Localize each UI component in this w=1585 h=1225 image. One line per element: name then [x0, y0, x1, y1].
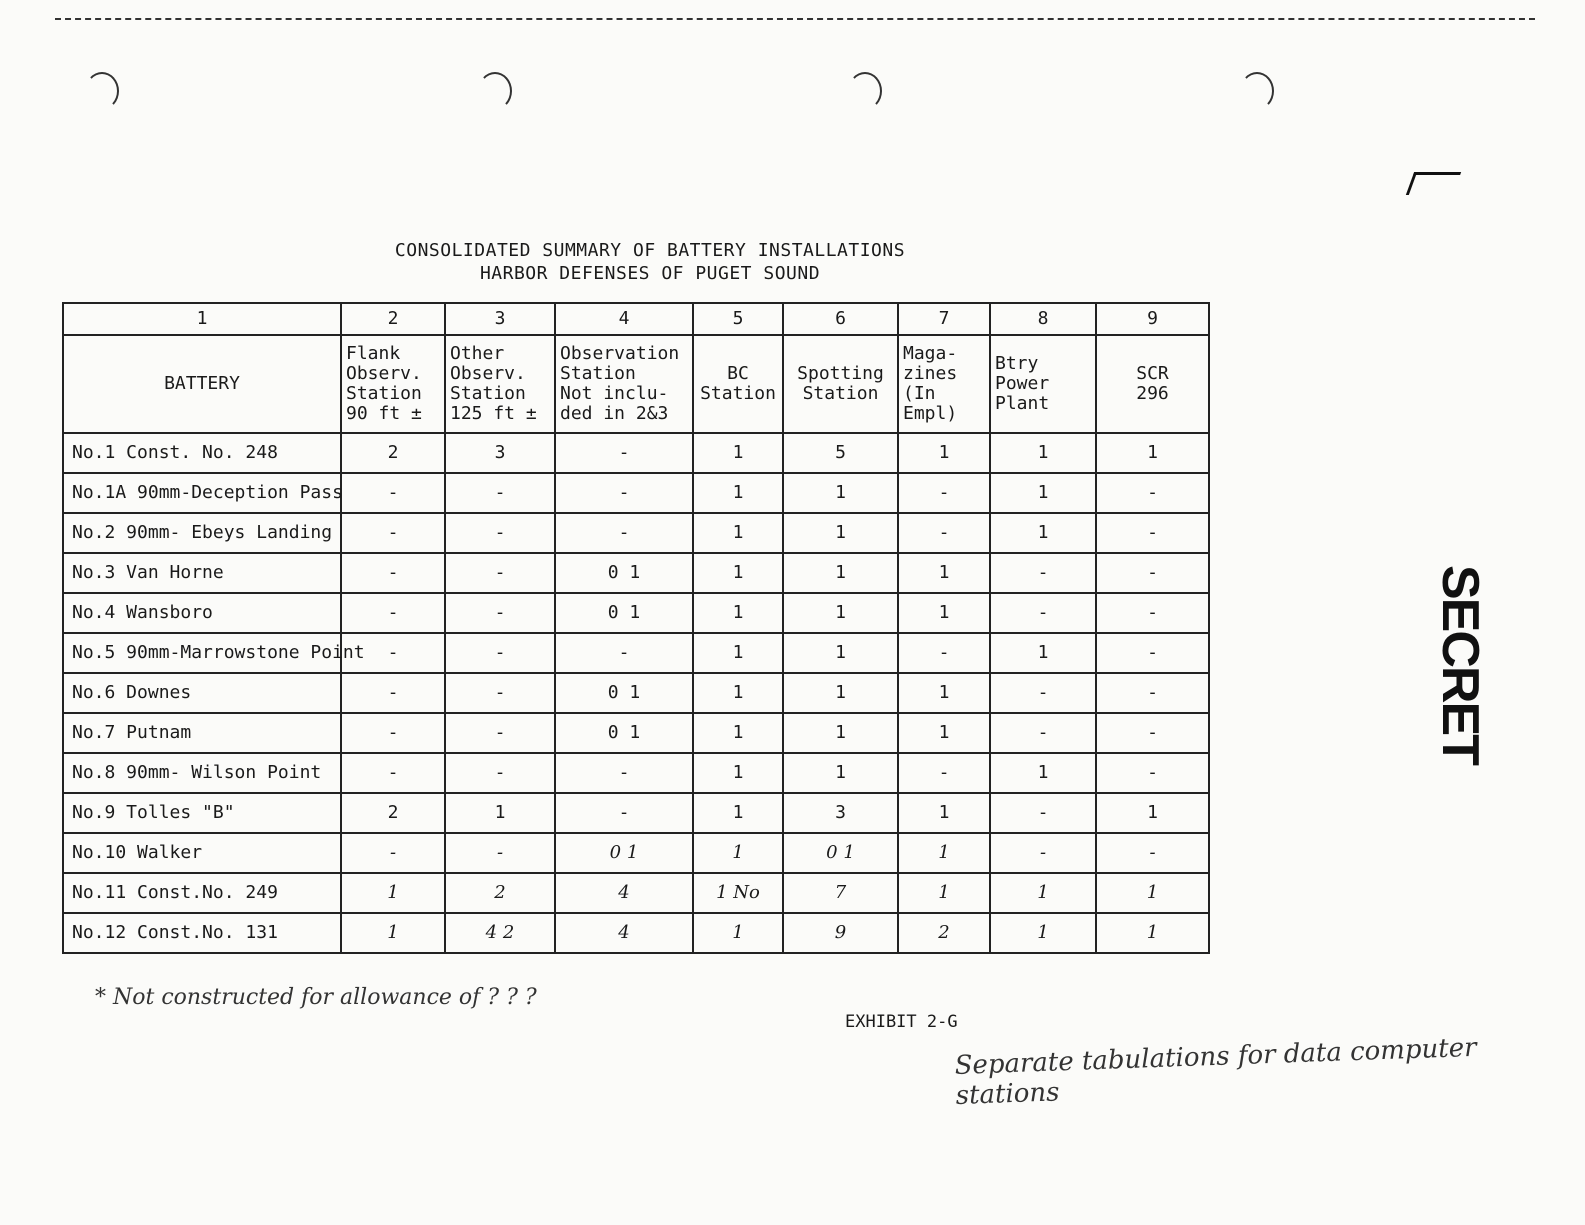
handwritten-footnote: * Not constructed for allowance of ? ? ?	[95, 985, 537, 1010]
count-cell: 1	[445, 793, 555, 833]
battery-name-cell: No.11 Const.No. 249	[63, 873, 341, 913]
count-cell: -	[341, 473, 445, 513]
count-cell: 1	[693, 833, 783, 873]
table-row	[63, 753, 1209, 793]
count-cell: -	[341, 833, 445, 873]
handwritten-note: Separate tabulations for data computer stations	[954, 1032, 1478, 1111]
count-cell: 4 2	[445, 913, 555, 953]
battery-installations-table	[62, 302, 1210, 954]
count-cell: 1	[693, 673, 783, 713]
column-header-spotting: Spotting Station	[797, 363, 884, 404]
count-cell: 1	[341, 913, 445, 953]
count-cell: 1	[341, 873, 445, 913]
column-number: 1	[63, 303, 341, 335]
table-row	[63, 433, 1209, 473]
count-cell: -	[341, 633, 445, 673]
count-cell: 1	[783, 553, 898, 593]
count-cell: -	[445, 833, 555, 873]
count-cell: -	[445, 633, 555, 673]
count-cell: 1	[783, 713, 898, 753]
column-number: 3	[445, 303, 555, 335]
count-cell: 3	[445, 433, 555, 473]
count-cell: -	[990, 793, 1096, 833]
column-header-bc: BC Station	[700, 363, 776, 404]
count-cell: -	[555, 513, 693, 553]
count-cell: -	[990, 713, 1096, 753]
table-row	[63, 793, 1209, 833]
binder-hole	[478, 72, 512, 110]
count-cell: -	[555, 753, 693, 793]
column-number: 9	[1096, 303, 1209, 335]
document-subtitle: HARBOR DEFENSES OF PUGET SOUND	[479, 263, 821, 284]
count-cell: 1	[693, 793, 783, 833]
column-header-row	[63, 335, 1209, 433]
battery-name-cell: No.9 Tolles "B"	[63, 793, 341, 833]
binder-hole	[848, 72, 882, 110]
table-row	[63, 913, 1209, 953]
count-cell: -	[341, 753, 445, 793]
battery-name-cell: No.12 Const.No. 131	[63, 913, 341, 953]
table-row	[63, 593, 1209, 633]
count-cell: 1	[693, 593, 783, 633]
count-cell: -	[341, 713, 445, 753]
count-cell: -	[341, 593, 445, 633]
exhibit-label: EXHIBIT 2-G	[845, 1012, 958, 1032]
count-cell: 2	[341, 793, 445, 833]
count-cell: -	[990, 593, 1096, 633]
count-cell: 1	[1096, 433, 1209, 473]
count-cell: 1	[898, 433, 990, 473]
count-cell: 1	[990, 753, 1096, 793]
binder-hole	[85, 72, 119, 110]
column-header-scr: SCR 296	[1136, 363, 1169, 404]
count-cell: 1	[1096, 793, 1209, 833]
count-cell: -	[445, 513, 555, 553]
binder-hole	[1240, 72, 1274, 110]
count-cell: 1	[898, 593, 990, 633]
count-cell: 0 1	[783, 833, 898, 873]
count-cell: -	[1096, 833, 1209, 873]
count-cell: -	[341, 513, 445, 553]
battery-name-cell: No.7 Putnam	[63, 713, 341, 753]
table-row	[63, 713, 1209, 753]
column-header-battery: BATTERY	[164, 373, 240, 394]
column-header-magazines: Maga- zines (In Empl)	[903, 343, 958, 424]
count-cell: 1	[693, 713, 783, 753]
secret-stamp: SECRET	[1431, 565, 1489, 764]
count-cell: 1	[783, 593, 898, 633]
count-cell: -	[445, 553, 555, 593]
count-cell: -	[445, 753, 555, 793]
table-row	[63, 633, 1209, 673]
battery-name-cell: No.3 Van Horne	[63, 553, 341, 593]
count-cell: -	[990, 833, 1096, 873]
count-cell: 1	[898, 833, 990, 873]
battery-name-cell: No.10 Walker	[63, 833, 341, 873]
count-cell: 1	[898, 673, 990, 713]
count-cell: 0 1	[555, 673, 693, 713]
count-cell: 3	[783, 793, 898, 833]
count-cell: 1	[990, 433, 1096, 473]
column-number: 2	[341, 303, 445, 335]
count-cell: 0 1	[555, 713, 693, 753]
count-cell: 7	[783, 873, 898, 913]
count-cell: 1	[693, 913, 783, 953]
count-cell: 1	[693, 513, 783, 553]
column-number: 8	[990, 303, 1096, 335]
table-row	[63, 473, 1209, 513]
count-cell: 5	[783, 433, 898, 473]
count-cell: -	[341, 673, 445, 713]
count-cell: -	[341, 553, 445, 593]
column-number: 5	[693, 303, 783, 335]
count-cell: -	[898, 753, 990, 793]
battery-name-cell: No.8 90mm- Wilson Point	[63, 753, 341, 793]
count-cell: 1	[693, 633, 783, 673]
count-cell: -	[445, 593, 555, 633]
count-cell: 1	[990, 513, 1096, 553]
document-title: CONSOLIDATED SUMMARY OF BATTERY INSTALLATIONS	[394, 240, 906, 261]
count-cell: 2	[445, 873, 555, 913]
column-number: 7	[898, 303, 990, 335]
count-cell: 1	[783, 633, 898, 673]
column-header-other: Other Observ. Station 125 ft ±	[450, 343, 537, 424]
count-cell: -	[1096, 633, 1209, 673]
count-cell: 0 1	[555, 833, 693, 873]
count-cell: 9	[783, 913, 898, 953]
count-cell: 1	[693, 473, 783, 513]
count-cell: -	[990, 673, 1096, 713]
table-row	[63, 833, 1209, 873]
count-cell: 1	[693, 433, 783, 473]
count-cell: -	[555, 793, 693, 833]
count-cell: -	[1096, 713, 1209, 753]
count-cell: -	[1096, 473, 1209, 513]
battery-name-cell: No.5 90mm-Marrowstone Point	[63, 633, 341, 673]
count-cell: -	[898, 633, 990, 673]
battery-name-cell: No.4 Wansboro	[63, 593, 341, 633]
pen-mark	[1406, 172, 1461, 195]
count-cell: 1	[1096, 873, 1209, 913]
count-cell: 0 1	[555, 553, 693, 593]
count-cell: -	[555, 633, 693, 673]
count-cell: 2	[341, 433, 445, 473]
count-cell: -	[1096, 513, 1209, 553]
battery-name-cell: No.1 Const. No. 248	[63, 433, 341, 473]
count-cell: 1	[693, 553, 783, 593]
count-cell: -	[445, 673, 555, 713]
count-cell: -	[1096, 553, 1209, 593]
count-cell: 1	[783, 673, 898, 713]
battery-name-cell: No.1A 90mm-Deception Pass	[63, 473, 341, 513]
count-cell: -	[555, 433, 693, 473]
count-cell: 1	[898, 873, 990, 913]
table-row	[63, 513, 1209, 553]
battery-name-cell: No.2 90mm- Ebeys Landing	[63, 513, 341, 553]
column-header-flank: Flank Observ. Station 90 ft ±	[346, 343, 422, 424]
count-cell: -	[445, 473, 555, 513]
count-cell: 2	[898, 913, 990, 953]
column-header-power: Btry Power Plant	[995, 353, 1050, 414]
perforation-line	[55, 18, 1535, 20]
count-cell: 1	[693, 753, 783, 793]
count-cell: 1	[990, 473, 1096, 513]
column-header-observation: Observation Station Not inclu- ded in 2&3	[560, 343, 680, 424]
count-cell: -	[1096, 593, 1209, 633]
table-row	[63, 673, 1209, 713]
count-cell: 1 No	[693, 873, 783, 913]
table-row	[63, 553, 1209, 593]
count-cell: 1	[783, 513, 898, 553]
count-cell: -	[1096, 753, 1209, 793]
count-cell: -	[990, 553, 1096, 593]
count-cell: 1	[990, 913, 1096, 953]
count-cell: -	[555, 473, 693, 513]
count-cell: 4	[555, 913, 693, 953]
count-cell: 0 1	[555, 593, 693, 633]
column-number-row	[63, 303, 1209, 335]
count-cell: 1	[898, 793, 990, 833]
count-cell: 1	[783, 473, 898, 513]
count-cell: -	[898, 473, 990, 513]
count-cell: 1	[783, 753, 898, 793]
count-cell: 1	[990, 873, 1096, 913]
count-cell: 1	[990, 633, 1096, 673]
column-number: 6	[783, 303, 898, 335]
count-cell: -	[1096, 673, 1209, 713]
count-cell: -	[898, 513, 990, 553]
battery-name-cell: No.6 Downes	[63, 673, 341, 713]
count-cell: 4	[555, 873, 693, 913]
table-row	[63, 873, 1209, 913]
count-cell: -	[445, 713, 555, 753]
count-cell: 1	[898, 713, 990, 753]
count-cell: 1	[1096, 913, 1209, 953]
count-cell: 1	[898, 553, 990, 593]
column-number: 4	[555, 303, 693, 335]
